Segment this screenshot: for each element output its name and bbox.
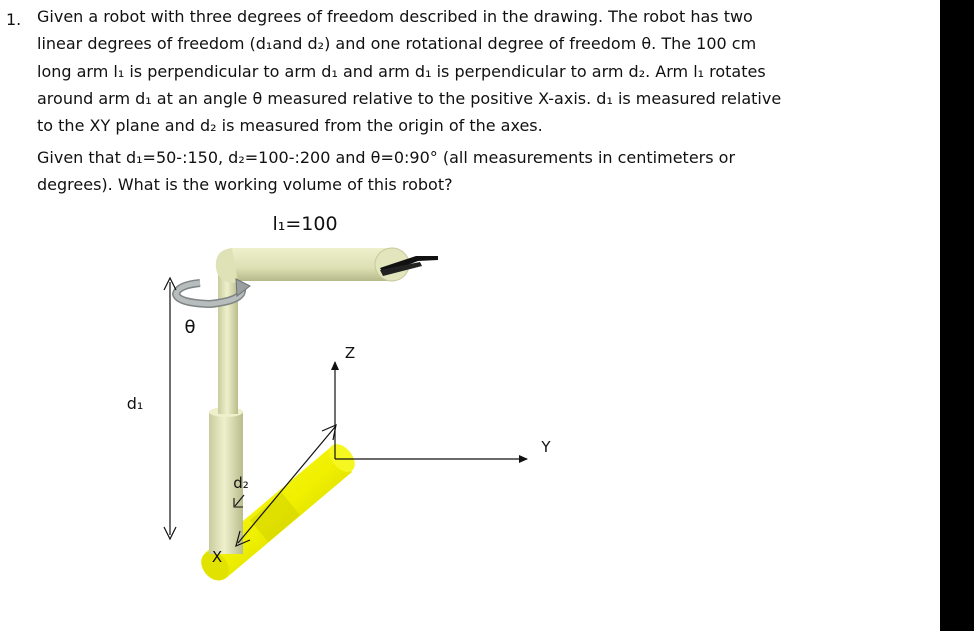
black-side-bar xyxy=(940,0,974,631)
paragraph-line: around arm d₁ at an angle θ measured relative to the positive X-axis. d₁ is measured relative xyxy=(37,88,782,108)
paragraph-line: Given a robot with three degrees of freedom described in the drawing. The robot has two xyxy=(37,7,753,26)
rotation-arrow-icon xyxy=(176,279,250,304)
paragraph-line: long arm l₁ is perpendicular to arm d₁ and arm d₁ is perpendicular to arm d₂. Arm l₁ rotates xyxy=(37,61,766,81)
axis-z-label: Z xyxy=(344,344,356,362)
axis-y-label: Y xyxy=(541,438,551,456)
axis-x-label: X xyxy=(211,548,223,566)
arm-d1-upper xyxy=(218,270,238,414)
label-l1: l₁=100 xyxy=(272,213,338,235)
paragraph-line: degrees). What is the working volume of this robot? xyxy=(37,175,453,195)
question-number: 1. xyxy=(6,10,22,29)
label-theta: θ xyxy=(184,317,196,338)
label-d2: d₂ xyxy=(233,474,249,492)
label-d1: d₁ xyxy=(126,394,144,413)
paragraph-line: to the XY plane and d₂ is measured from the origin of the axes. xyxy=(37,116,543,136)
arm-l1 xyxy=(216,248,409,283)
dimension-d1 xyxy=(164,278,176,539)
paragraph-line: linear degrees of freedom (d₁and d₂) and one rotational degree of freedom θ. The 100 cm xyxy=(37,34,757,54)
paragraph-line: Given that d₁=50-:150, d₂=100-:200 and θ=0:90° (all measurements in centimeters or xyxy=(37,148,736,167)
